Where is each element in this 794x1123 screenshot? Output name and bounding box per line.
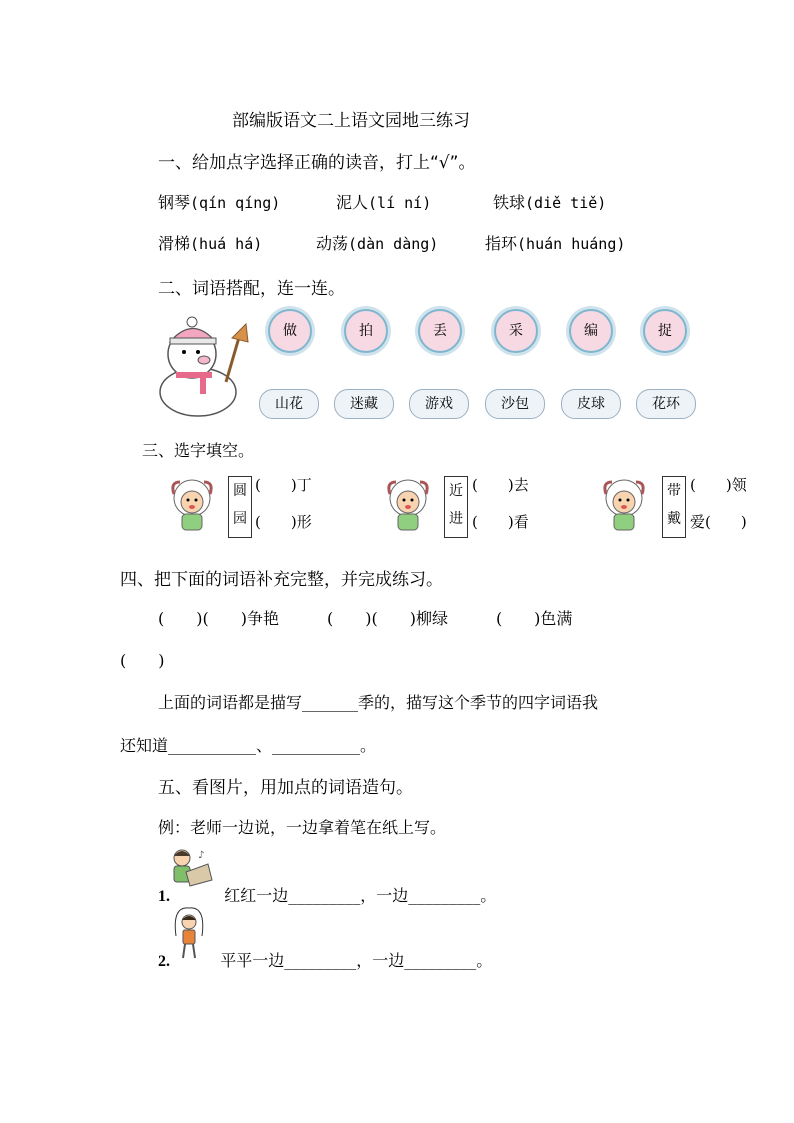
idiom-fill-line[interactable]: ( )( )争艳 ( )( )柳绿 ( )色满 [158, 609, 573, 628]
match-char[interactable]: 捉 [643, 309, 687, 353]
match-word[interactable]: 山花 [259, 389, 319, 419]
match-char[interactable]: 丢 [418, 309, 462, 353]
item-number: 2. [158, 953, 170, 970]
char-choice-box [662, 476, 686, 538]
sentence-item [158, 883, 496, 906]
match-word[interactable]: 花环 [636, 389, 696, 419]
sentence-blank[interactable]: 平平一边_________，一边_________。 [220, 951, 493, 970]
fill-blank[interactable]: ( )去 [472, 476, 529, 494]
pinyin-item [316, 231, 438, 254]
char-option: 戴 [667, 511, 681, 527]
sentence-blank[interactable]: 红红一边_________，一边_________。 [224, 886, 497, 905]
fill-blank[interactable]: ( )丁 [255, 476, 312, 494]
pinyin-options: (qín qíng) [190, 194, 281, 212]
pinyin-word: 钢琴 [158, 193, 191, 212]
match-char[interactable]: 采 [494, 309, 538, 353]
page-title: 部编版语文二上语文园地三练习 [232, 111, 470, 131]
section-5-heading: 五、看图片，用加点的词语造句。 [158, 778, 413, 798]
section-2-heading: 二、词语搭配，连一连。 [158, 279, 345, 299]
pinyin-word: 泥人 [336, 193, 369, 212]
match-word[interactable]: 沙包 [485, 389, 545, 419]
section-4-heading: 四、把下面的词语补充完整，并完成练习。 [120, 570, 443, 590]
char-option: 圆 [233, 483, 247, 499]
fill-blank[interactable]: ( )看 [472, 513, 529, 531]
section-1-heading: 一、给加点字选择正确的读音，打上“√”。 [158, 153, 476, 173]
match-char[interactable]: 编 [569, 309, 613, 353]
pinyin-options: (diě tiě) [525, 194, 607, 212]
fill-blank[interactable]: 爱( ) [690, 513, 747, 531]
season-question-continued[interactable]: 还知道___________、___________。 [120, 736, 377, 755]
char-option: 带 [667, 483, 681, 499]
pinyin-word: 铁球 [493, 193, 526, 212]
pinyin-options: (dàn dàng) [348, 235, 439, 253]
match-char[interactable]: 做 [268, 309, 312, 353]
pinyin-word: 动荡 [316, 234, 349, 253]
section-3-heading: 三、选字填空。 [142, 441, 255, 460]
goat-mascot-icon [166, 476, 220, 532]
fill-blank[interactable]: ( )领 [690, 476, 747, 494]
match-char[interactable]: 拍 [344, 309, 388, 353]
snowman-illustration [148, 312, 254, 418]
sentence-item [158, 948, 492, 971]
svg-text:♪: ♪ [198, 850, 205, 861]
match-word[interactable]: 游戏 [409, 389, 469, 419]
pinyin-word: 滑梯 [158, 234, 191, 253]
goat-mascot-icon [382, 476, 436, 532]
pinyin-word: 指环 [485, 234, 518, 253]
char-choice-box [228, 476, 252, 538]
example-sentence: 例：老师一边说，一边拿着笔在纸上写。 [158, 818, 447, 837]
char-option: 近 [449, 483, 463, 499]
char-choice-box [444, 476, 468, 538]
pinyin-options: (lí ní) [368, 194, 432, 212]
goat-mascot-icon [598, 476, 652, 532]
idiom-fill-line[interactable]: ( ) [120, 651, 165, 670]
pinyin-item [158, 231, 262, 254]
pinyin-item [336, 190, 431, 213]
fill-blank[interactable]: ( )形 [255, 513, 312, 531]
season-question: 上面的词语都是描写_______季的，描写这个季节的四字词语我 [158, 693, 599, 712]
pinyin-item [485, 231, 625, 254]
pinyin-item [158, 190, 280, 213]
pinyin-item [493, 190, 606, 213]
match-word[interactable]: 迷藏 [334, 389, 394, 419]
pinyin-options: (huá há) [190, 235, 263, 253]
item-number: 1. [158, 888, 170, 905]
char-option: 进 [449, 511, 463, 527]
pinyin-options: (huán huáng) [517, 235, 626, 253]
char-option: 园 [233, 511, 247, 527]
match-word[interactable]: 皮球 [561, 389, 621, 419]
